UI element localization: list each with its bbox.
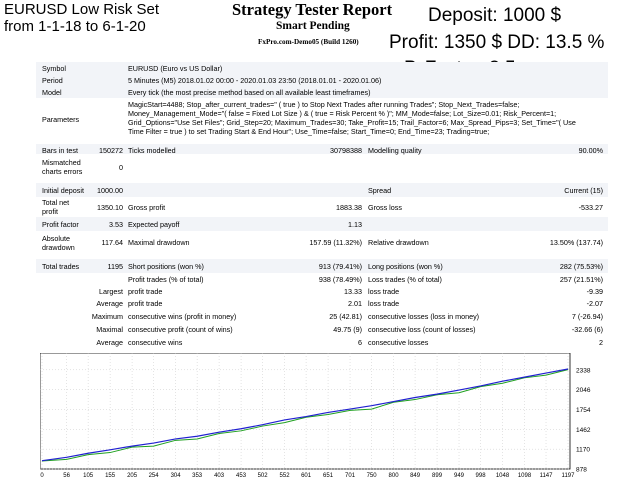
largest-profit-label: profit trade — [128, 287, 163, 296]
mismatched-value: 0 — [119, 163, 123, 172]
parameters-label: Parameters — [42, 115, 80, 124]
quality-value: 90.00% — [578, 146, 603, 155]
y-tick-label: 2338 — [576, 367, 591, 375]
symbol-value: EURUSD (Euro vs US Dollar) — [128, 64, 223, 73]
rel-drawdown-value: 13.50% (137.74) — [549, 238, 603, 247]
quality-label: Modelling quality — [368, 146, 422, 155]
total-trades-label: Total trades — [42, 262, 80, 271]
largest-profit-value: 13.33 — [344, 287, 362, 296]
consecutive-wins-money-label: consecutive wins (profit in money) — [128, 312, 237, 321]
x-tick-label: 105 — [83, 473, 94, 479]
net-profit-value: 1350.10 — [97, 203, 123, 212]
x-tick-label: 0 — [40, 473, 44, 479]
y-tick-label: 1754 — [576, 406, 591, 414]
largest-label: Largest — [99, 287, 123, 296]
report-title: Strategy Tester Report — [232, 0, 393, 19]
net-profit-label: Total net — [42, 198, 70, 207]
net-profit-label: profit — [42, 207, 58, 216]
x-tick-label: 849 — [410, 473, 421, 479]
mismatched-label: charts errors — [42, 167, 83, 176]
maximum-label: Maximum — [91, 312, 123, 321]
average-consecutive-label: Average — [96, 338, 123, 347]
gross-profit-label: Gross profit — [128, 203, 166, 212]
consecutive-wins-label: consecutive wins — [128, 338, 183, 347]
model-label: Model — [42, 88, 62, 97]
parameters-line: Money_Management_Mode="( false = Fixed Lot Size ) & ( true = Risk Percent % )"; MM_Mode=false; Lot_Size=0.01; Risk_Percent=1; — [128, 109, 557, 118]
gross-profit-value: 1883.38 — [336, 203, 362, 212]
consecutive-losses-money-value: 7 (-26.94) — [571, 312, 603, 321]
y-tick-label: 878 — [576, 466, 587, 474]
overlay-deposit: Deposit: 1000 $ — [428, 5, 562, 26]
consecutive-loss-label: consecutive loss (count of losses) — [368, 325, 476, 334]
consecutive-profit-value: 49.75 (9) — [333, 325, 362, 334]
largest-loss-label: loss trade — [368, 287, 400, 296]
initial-deposit-label: Initial deposit — [42, 186, 84, 195]
average-profit-label: profit trade — [128, 299, 163, 308]
abs-drawdown-value: 117.64 — [101, 238, 123, 247]
chart-frame — [40, 353, 570, 469]
consecutive-loss-value: -32.66 (6) — [571, 325, 603, 334]
gross-loss-value: -533.27 — [578, 203, 603, 212]
spread-label: Spread — [368, 186, 392, 195]
long-positions-label: Long positions (won %) — [368, 262, 443, 271]
average-profit-value: 2.01 — [348, 299, 362, 308]
total-trades-value: 1195 — [107, 262, 123, 271]
parameters-line: MagicStart=4488; Stop_after_current_trades=" ( true ) to Stop Next Trades after running Trades"; Stop_Next_Trades=false; — [128, 100, 520, 109]
chart-y-axis — [576, 367, 591, 473]
y-tick-label: 1462 — [576, 426, 591, 434]
average-loss-label: loss trade — [368, 299, 400, 308]
y-tick-label: 2046 — [576, 387, 591, 395]
parameters-line: Grid_Options="Use Set Files"; Grid_Step=20; Maximum_Trades=30; Take_Profit=15; Trail_Factor=6; Max_Spread_Pips=3; Set_Time="( Use — [128, 118, 576, 127]
period-label: Period — [42, 76, 63, 85]
loss-trades-label: Loss trades (% of total) — [368, 275, 442, 284]
loss-trades-value: 257 (21.51%) — [559, 275, 603, 284]
x-tick-label: 1197 — [561, 473, 575, 479]
expected-payoff-value: 1.13 — [348, 220, 362, 229]
period-value: 5 Minutes (M5) 2018.01.02 00:00 - 2020.01.03 23:50 (2018.01.01 - 2020.01.06) — [128, 76, 382, 85]
overlay-profit: Profit: 1350 $ DD: 13.5 % — [389, 32, 605, 53]
x-tick-label: 1048 — [495, 473, 510, 479]
x-tick-label: 1098 — [517, 473, 532, 479]
x-tick-label: 601 — [301, 473, 312, 479]
long-positions-value: 282 (75.53%) — [559, 262, 603, 271]
x-tick-label: 949 — [454, 473, 465, 479]
mismatched-label: Mismatched — [42, 158, 81, 167]
balance-equity-chart — [40, 353, 600, 480]
x-tick-label: 800 — [388, 473, 399, 479]
profit-factor-value: 3.53 — [109, 220, 123, 229]
x-tick-label: 254 — [148, 473, 159, 479]
model-value: Every tick (the most precise method based on all available least timeframes) — [128, 88, 371, 97]
x-tick-label: 403 — [214, 473, 225, 479]
x-tick-label: 701 — [345, 473, 356, 479]
bars-value: 150272 — [99, 146, 123, 155]
expected-payoff-label: Expected payoff — [128, 220, 180, 229]
gross-loss-label: Gross loss — [368, 203, 402, 212]
average-label: Average — [96, 299, 123, 308]
x-tick-label: 205 — [127, 473, 138, 479]
maximal-label: Maximal — [96, 325, 123, 334]
report-build: FxPro.com-Demo05 (Build 1260) — [258, 38, 359, 46]
short-positions-value: 913 (79.41%) — [318, 262, 362, 271]
x-tick-label: 56 — [63, 473, 70, 479]
profit-trades-value: 938 (78.49%) — [318, 275, 362, 284]
overlay-line1: EURUSD Low Risk Set — [4, 1, 160, 18]
x-tick-label: 998 — [475, 473, 486, 479]
bars-label: Bars in test — [42, 146, 78, 155]
ticks-value: 30798388 — [330, 146, 362, 155]
consecutive-losses-money-label: consecutive losses (loss in money) — [368, 312, 480, 321]
consecutive-profit-label: consecutive profit (count of wins) — [128, 325, 233, 334]
profit-factor-label: Profit factor — [42, 220, 79, 229]
x-tick-label: 353 — [192, 473, 203, 479]
consecutive-losses-value: 2 — [599, 338, 603, 347]
x-tick-label: 304 — [170, 473, 181, 479]
x-tick-label: 552 — [279, 473, 290, 479]
average-loss-value: -2.07 — [586, 299, 603, 308]
max-drawdown-label: Maximal drawdown — [128, 238, 190, 247]
ticks-label: Ticks modelled — [128, 146, 176, 155]
largest-loss-value: -9.39 — [586, 287, 603, 296]
spread-value: Current (15) — [564, 186, 603, 195]
x-tick-label: 1147 — [539, 473, 553, 479]
abs-drawdown-label: drawdown — [42, 243, 75, 252]
parameters-line: Time Filter = true ) to set Trading Start & End Hour"; Use_Time=false; Start_Time=0; End_Time=23; Trading=true; — [128, 127, 490, 136]
short-positions-label: Short positions (won %) — [128, 262, 204, 271]
y-tick-label: 1170 — [576, 446, 590, 454]
x-tick-label: 502 — [257, 473, 268, 479]
abs-drawdown-label: Absolute — [42, 234, 70, 243]
overlay-line2: from 1-1-18 to 6-1-20 — [4, 18, 146, 35]
x-tick-label: 651 — [323, 473, 334, 479]
initial-deposit-value: 1000.00 — [97, 186, 123, 195]
x-tick-label: 155 — [105, 473, 116, 479]
max-drawdown-value: 157.59 (11.32%) — [309, 238, 362, 247]
consecutive-losses-label: consecutive losses — [368, 338, 429, 347]
x-tick-label: 750 — [366, 473, 377, 479]
chart-x-axis — [40, 473, 575, 479]
consecutive-wins-value: 6 — [358, 338, 362, 347]
profit-trades-label: Profit trades (% of total) — [128, 275, 204, 284]
consecutive-wins-money-value: 25 (42.81) — [329, 312, 362, 321]
x-tick-label: 453 — [236, 473, 247, 479]
symbol-label: Symbol — [42, 64, 66, 73]
rel-drawdown-label: Relative drawdown — [368, 238, 429, 247]
report-subtitle: Smart Pending — [276, 20, 350, 32]
x-tick-label: 899 — [432, 473, 443, 479]
